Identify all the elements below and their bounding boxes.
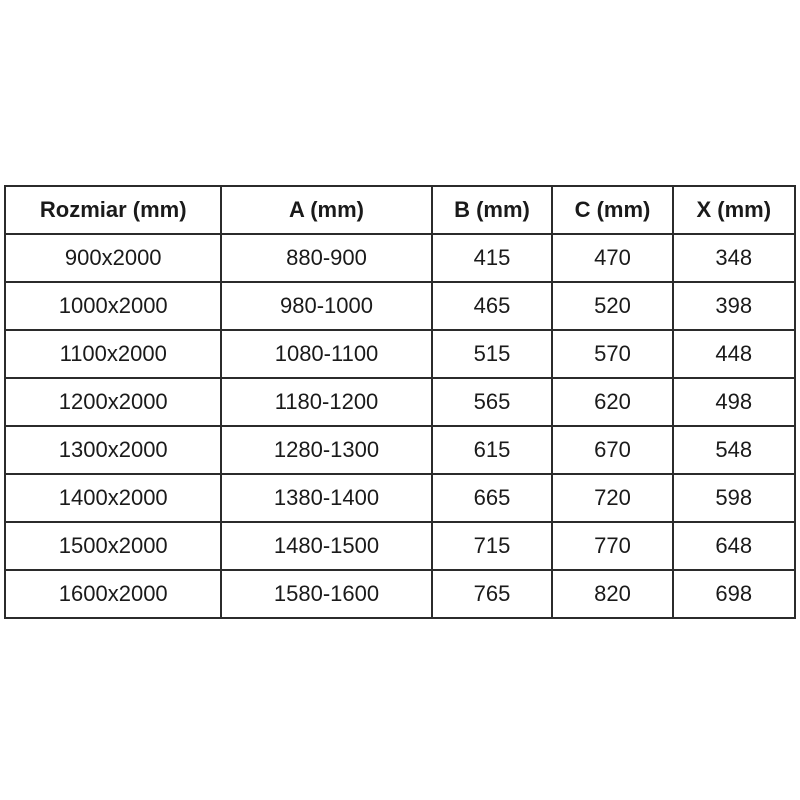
table-row xyxy=(5,522,795,570)
table-cell: 615 xyxy=(432,426,553,474)
table-cell: 1100x2000 xyxy=(5,330,221,378)
table-cell: 880-900 xyxy=(221,234,431,282)
table-row xyxy=(5,330,795,378)
table-row xyxy=(5,570,795,618)
table-row xyxy=(5,426,795,474)
table-cell: 1500x2000 xyxy=(5,522,221,570)
table-cell: 1580-1600 xyxy=(221,570,431,618)
table-cell: 470 xyxy=(552,234,672,282)
table-cell: 570 xyxy=(552,330,672,378)
column-header-b: B (mm) xyxy=(432,186,553,234)
table-cell: 520 xyxy=(552,282,672,330)
table-cell: 1380-1400 xyxy=(221,474,431,522)
table-cell: 498 xyxy=(673,378,795,426)
table-cell: 720 xyxy=(552,474,672,522)
table-cell: 448 xyxy=(673,330,795,378)
table-cell: 1000x2000 xyxy=(5,282,221,330)
table-row xyxy=(5,474,795,522)
table-cell: 1080-1100 xyxy=(221,330,431,378)
table-cell: 765 xyxy=(432,570,553,618)
table-cell: 648 xyxy=(673,522,795,570)
table-cell: 548 xyxy=(673,426,795,474)
table-cell: 698 xyxy=(673,570,795,618)
column-header-a: A (mm) xyxy=(221,186,431,234)
table-cell: 1280-1300 xyxy=(221,426,431,474)
table-cell: 348 xyxy=(673,234,795,282)
size-table xyxy=(4,185,796,619)
table-row xyxy=(5,282,795,330)
table-cell: 398 xyxy=(673,282,795,330)
table-cell: 1600x2000 xyxy=(5,570,221,618)
table-row xyxy=(5,234,795,282)
table-cell: 820 xyxy=(552,570,672,618)
table-cell: 1180-1200 xyxy=(221,378,431,426)
size-table-body xyxy=(5,234,795,618)
size-table-header xyxy=(5,186,795,234)
table-cell: 1480-1500 xyxy=(221,522,431,570)
column-header-x: X (mm) xyxy=(673,186,795,234)
table-cell: 900x2000 xyxy=(5,234,221,282)
table-cell: 1400x2000 xyxy=(5,474,221,522)
table-row xyxy=(5,378,795,426)
table-cell: 620 xyxy=(552,378,672,426)
table-cell: 598 xyxy=(673,474,795,522)
table-cell: 565 xyxy=(432,378,553,426)
column-header-rozmiar: Rozmiar (mm) xyxy=(5,186,221,234)
table-cell: 770 xyxy=(552,522,672,570)
table-cell: 665 xyxy=(432,474,553,522)
table-cell: 415 xyxy=(432,234,553,282)
table-cell: 980-1000 xyxy=(221,282,431,330)
table-cell: 465 xyxy=(432,282,553,330)
table-cell: 670 xyxy=(552,426,672,474)
table-cell: 515 xyxy=(432,330,553,378)
table-cell: 715 xyxy=(432,522,553,570)
table-cell: 1200x2000 xyxy=(5,378,221,426)
header-row xyxy=(5,186,795,234)
table-cell: 1300x2000 xyxy=(5,426,221,474)
column-header-c: C (mm) xyxy=(552,186,672,234)
